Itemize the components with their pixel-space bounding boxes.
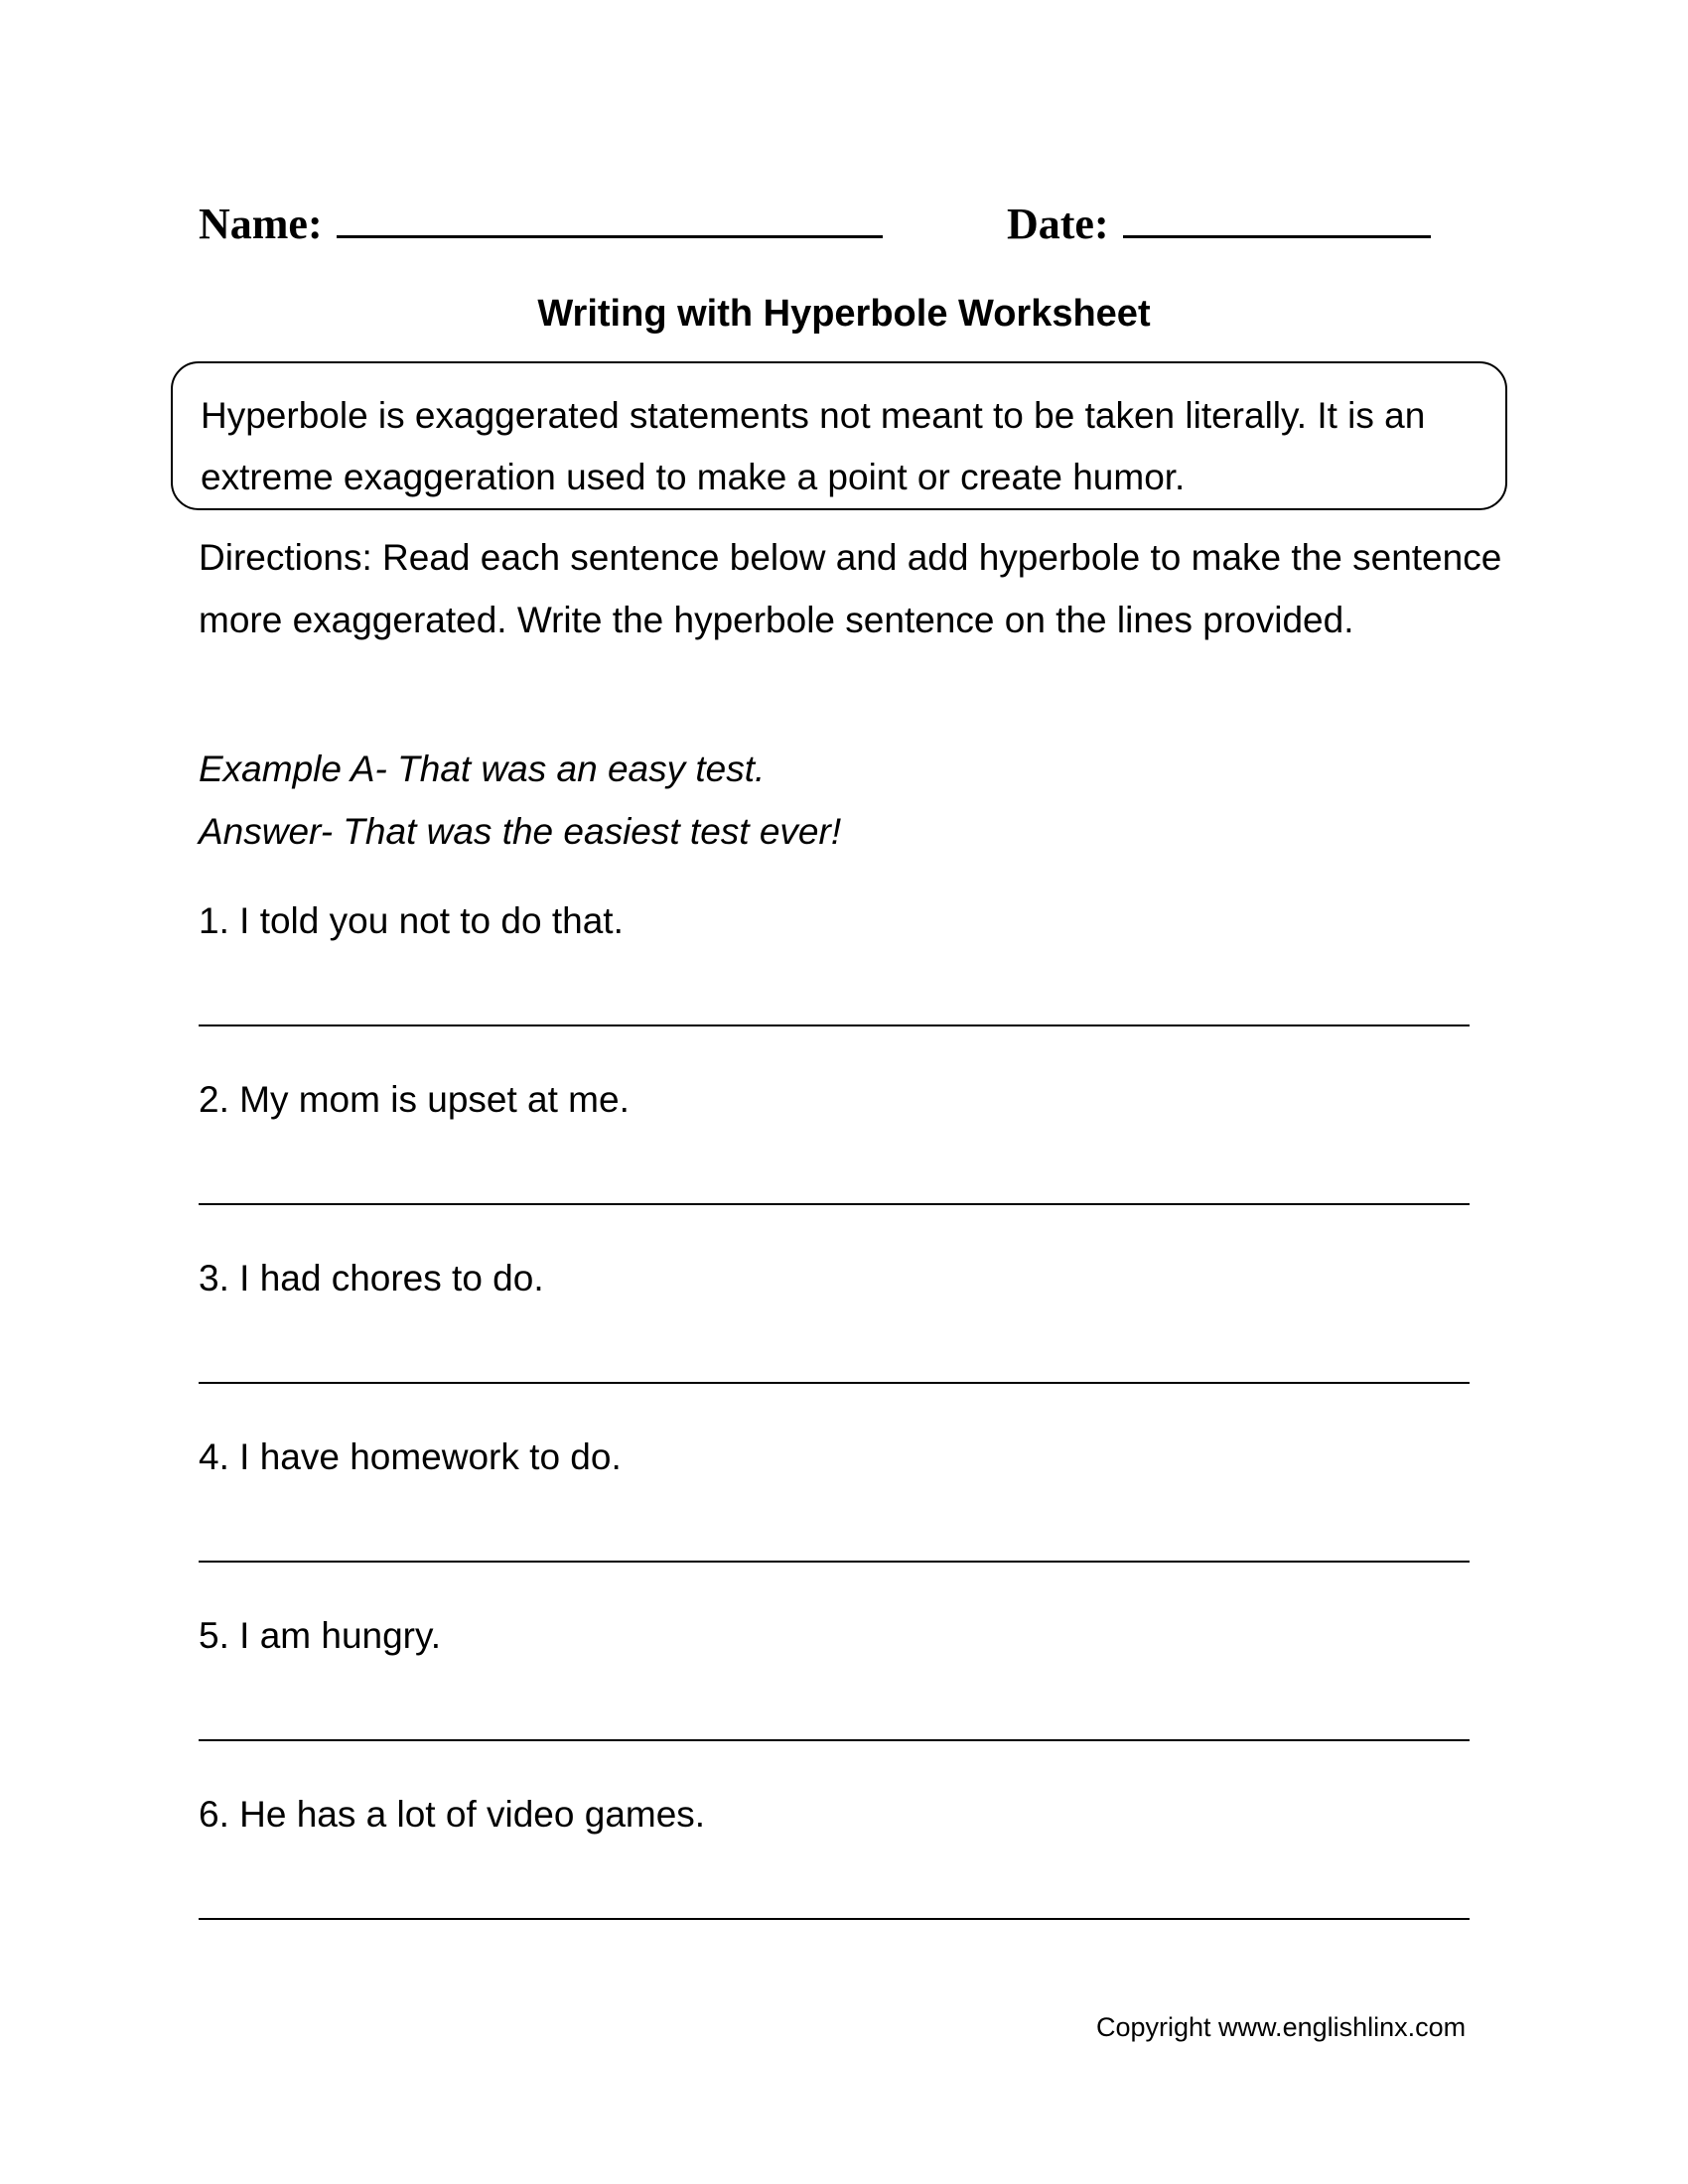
definition-box xyxy=(171,361,1507,510)
example-answer: Answer- That was the easiest test ever! xyxy=(199,811,842,852)
name-blank-line[interactable] xyxy=(337,200,883,238)
answer-line-5[interactable] xyxy=(199,1739,1470,1741)
date-field xyxy=(1007,195,1431,254)
question-2: 2. My mom is upset at me. xyxy=(199,1079,630,1120)
directions-text: Directions: Read each sentence below and add hyperbole to make the sentence more exaggerated. Write the hyperbole sentence on the lines provided. xyxy=(199,537,1502,640)
answer-line-6[interactable] xyxy=(199,1918,1470,1920)
question-5: 5. I am hungry. xyxy=(199,1615,442,1656)
question-6: 6. He has a lot of video games. xyxy=(199,1794,706,1835)
answer-line-2[interactable] xyxy=(199,1203,1470,1205)
answer-line-1[interactable] xyxy=(199,1024,1470,1026)
copyright-notice: Copyright www.englishlinx.com xyxy=(1096,2012,1467,2042)
example-prompt: Example A- That was an easy test. xyxy=(199,749,766,789)
name-label: Name: xyxy=(199,200,323,248)
date-label: Date: xyxy=(1007,200,1109,248)
answer-line-4[interactable] xyxy=(199,1561,1470,1563)
answer-line-3[interactable] xyxy=(199,1382,1470,1384)
worksheet-title: Writing with Hyperbole Worksheet xyxy=(537,293,1151,335)
definition-text: Hyperbole is exaggerated statements not meant to be taken literally. It is an extreme exaggeration used to make a point or create humor. xyxy=(201,395,1426,497)
question-1: 1. I told you not to do that. xyxy=(199,900,624,941)
date-blank-line[interactable] xyxy=(1123,200,1431,238)
question-3: 3. I had chores to do. xyxy=(199,1258,544,1298)
name-field xyxy=(199,195,883,254)
question-4: 4. I have homework to do. xyxy=(199,1436,622,1477)
